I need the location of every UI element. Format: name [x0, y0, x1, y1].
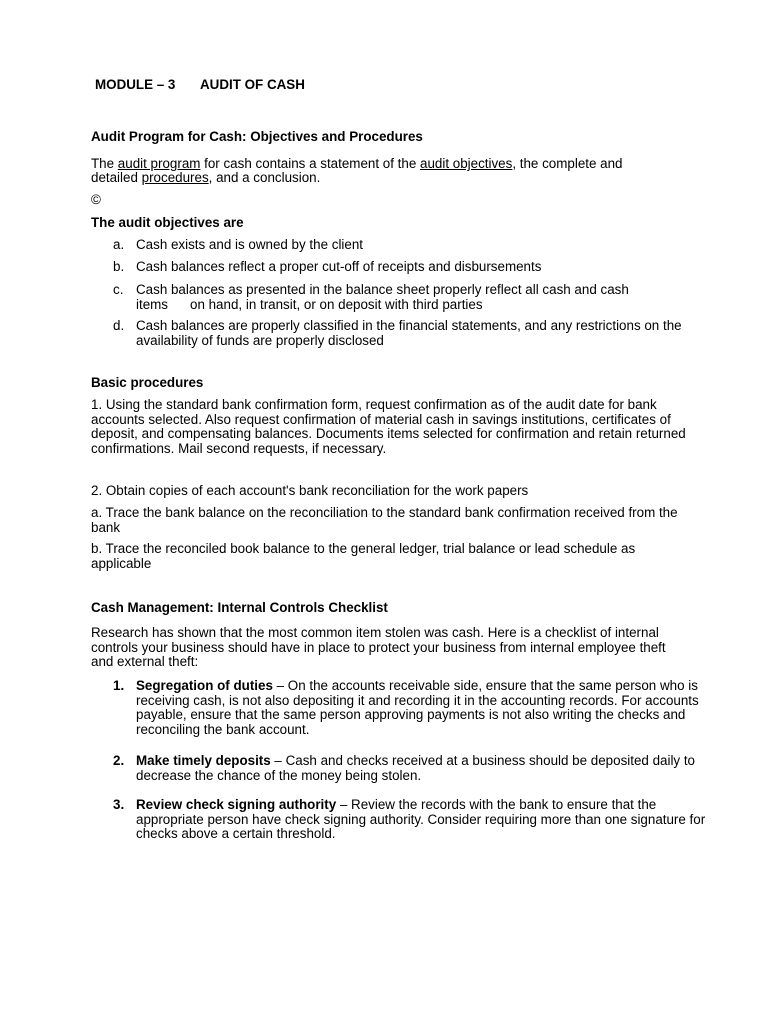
- checklist-item: [113, 798, 706, 842]
- checklist-item-title: Segregation of duties: [136, 678, 273, 693]
- objective-label: d.: [113, 318, 125, 333]
- intro-text: , and a conclusion.: [208, 170, 321, 185]
- objective-text: Cash balances reflect a proper cut-off of receipts and disbursements: [136, 259, 542, 274]
- checklist-number: 1.: [113, 678, 125, 693]
- procedure-2a: a. Trace the bank balance on the reconciliation to the standard bank confirmation received from the bank: [91, 505, 678, 535]
- objective-label: c.: [113, 282, 124, 297]
- objective-text: items: [136, 296, 168, 312]
- module-number: MODULE – 3: [95, 77, 176, 92]
- audit-objectives-link[interactable]: audit objectives: [420, 156, 513, 171]
- objective-item: [113, 319, 701, 348]
- copyright-symbol: ©: [91, 192, 101, 207]
- objective-text: on hand, in transit, or on deposit with third parties: [190, 296, 483, 312]
- objective-text-line2: [136, 298, 716, 313]
- checklist-item-text: – Cash and checks received at a business should be deposited daily to decrease the chance of the money being stolen.: [136, 753, 696, 783]
- procedure-2b: b. Trace the reconciled book balance to the general ledger, trial balance or lead schedule as applicable: [91, 541, 636, 571]
- checklist-item: [113, 754, 706, 783]
- objective-label: b.: [113, 259, 125, 274]
- checklist-number: 3.: [113, 797, 125, 812]
- section-heading-audit-program: Audit Program for Cash: Objectives and Procedures: [91, 129, 423, 144]
- objective-text: Cash exists and is owned by the client: [136, 237, 364, 252]
- intro-line-2: [91, 171, 320, 186]
- procedures-heading: Basic procedures: [91, 375, 204, 390]
- intro-text: The: [91, 156, 118, 171]
- audit-program-link[interactable]: audit program: [117, 156, 201, 171]
- objective-text: Cash balances are properly classified in the financial statements, and any restrictions on the availability of funds are properly disclosed: [136, 318, 682, 348]
- objectives-heading: The audit objectives are: [91, 215, 244, 230]
- procedure-2: 2. Obtain copies of each account's bank reconciliation for the work papers: [91, 483, 529, 498]
- intro-text: for cash contains a statement of the: [200, 156, 421, 171]
- checklist-item-title: Review check signing authority: [136, 797, 337, 812]
- checklist-number: 2.: [113, 753, 125, 768]
- checklist-heading: Cash Management: Internal Controls Checklist: [91, 600, 388, 615]
- checklist-item-title: Make timely deposits: [136, 753, 271, 768]
- checklist-item-text: – On the accounts receivable side, ensure that the same person who is receiving cash, is not also depositing it and recording it in the accounting records. For accounts payable, ensure that the same person approving payments is not also writing the checks and reconciling the bank account.: [136, 678, 699, 737]
- checklist-intro: Research has shown that the most common item stolen was cash. Here is a checklist of internal controls your business should have in place to protect your business from internal employee theft and external theft:: [91, 625, 666, 670]
- module-title: AUDIT OF CASH: [200, 77, 305, 92]
- objective-item: [113, 260, 716, 275]
- intro-text: detailed: [91, 170, 142, 185]
- objective-item: [113, 238, 716, 253]
- objective-label: a.: [113, 237, 125, 252]
- objective-item: [113, 283, 716, 312]
- objective-text: Cash balances as presented in the balance sheet properly reflect all cash and cash: [136, 282, 629, 297]
- intro-text: , the complete and: [512, 156, 623, 171]
- checklist-item-text: – Review the records with the bank to ensure that the appropriate person have check signing authority. Consider requiring more than one signature for checks above a certain threshold.: [136, 797, 706, 842]
- checklist-item: [113, 679, 706, 737]
- procedure-1: 1. Using the standard bank confirmation form, request confirmation as of the audit date for bank accounts selected. Also request confirmation of material cash in savings institutions, certificates of deposit, and compensating balances. Documents items selected for confirmation and retain returned confirmations. Mail second requests, if necessary.: [91, 397, 686, 456]
- procedures-link[interactable]: procedures: [141, 170, 209, 185]
